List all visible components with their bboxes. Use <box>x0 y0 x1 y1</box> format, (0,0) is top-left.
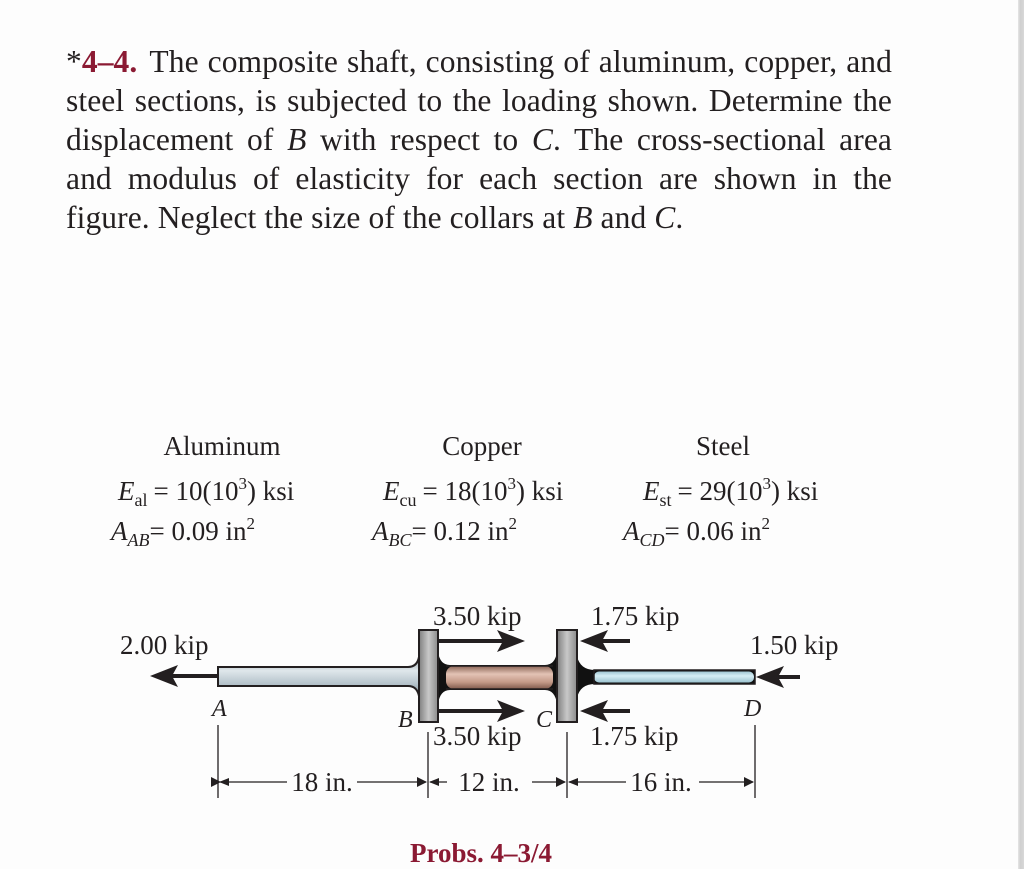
problem-text: . The cross-sectional area and modulus of elasticity for each section are shown in the figure. Neglect the size of the collars at <box>66 121 893 236</box>
dimension-ab-label: 18 in. <box>291 767 353 797</box>
steel-section <box>577 656 755 698</box>
load-c-top-arrow-icon <box>580 630 630 652</box>
area-steel: $A_{CD}= 0.06$ $in^2$ <box>623 514 770 550</box>
dimension-cd <box>568 767 753 797</box>
material-copper <box>370 431 563 550</box>
point-a-label: A <box>212 696 227 722</box>
material-aluminum <box>109 431 294 550</box>
dimension-ab <box>219 767 426 797</box>
area-aluminum: $A_{AB}= 0.09$ $in^2$ <box>111 514 255 550</box>
collar-c <box>557 630 577 722</box>
material-name: Steel <box>696 431 750 461</box>
problem-var-b: B <box>287 121 307 157</box>
modulus-aluminum: $E_{al} = 10(10^3)$ ksi <box>118 474 295 510</box>
dimension-cd-label: 16 in. <box>630 767 692 797</box>
load-b-top-label: 3.50 kip <box>433 601 522 631</box>
problem-var-c: C <box>654 200 676 236</box>
problem-star: * <box>66 43 82 79</box>
problem-var-c: C <box>531 121 553 157</box>
problem-text: The composite shaft, consisting of aluminum, copper, and steel sections, is subjected to the loading shown. Determine the displacement of <box>66 43 892 157</box>
load-b-top-arrow-icon <box>438 630 525 652</box>
load-d-label: 1.50 kip <box>750 630 839 660</box>
collar-b <box>419 630 438 722</box>
point-d-label: D <box>744 696 762 722</box>
problem-number: 4–4. <box>81 43 138 79</box>
aluminum-section <box>218 657 419 696</box>
problem-text: and <box>592 200 655 236</box>
material-name: Aluminum <box>163 431 281 461</box>
figure-caption: Probs. 4–3/4 <box>409 838 553 868</box>
problem-text: with respect to <box>306 121 532 157</box>
load-c-bottom-label: 1.75 kip <box>590 721 679 751</box>
dimension-bc-label: 12 in. <box>458 767 520 797</box>
load-b-bottom-label: 3.50 kip <box>433 721 522 751</box>
modulus-copper: $E_{cu} = 18(10^3)$ ksi <box>383 474 564 510</box>
area-copper: $A_{BC}= 0.12$ $in^2$ <box>372 514 517 550</box>
copper-section <box>438 652 557 704</box>
material-steel <box>621 431 818 550</box>
load-a-arrow-icon <box>150 665 218 687</box>
point-b-label: B <box>398 707 413 733</box>
point-c-label: C <box>536 707 553 733</box>
problem-var-b: B <box>573 200 593 236</box>
material-name: Copper <box>442 431 522 461</box>
load-a-label: 2.00 kip <box>120 630 209 660</box>
load-d-arrow-icon <box>756 666 800 688</box>
problem-text: . <box>675 200 684 236</box>
dimension-bc <box>429 767 565 797</box>
load-c-top-label: 1.75 kip <box>591 601 680 631</box>
load-c-bottom-arrow-icon <box>580 700 630 722</box>
modulus-steel: $E_{st} = 29(10^3)$ ksi <box>643 474 819 510</box>
load-b-bottom-arrow-icon <box>438 700 525 722</box>
